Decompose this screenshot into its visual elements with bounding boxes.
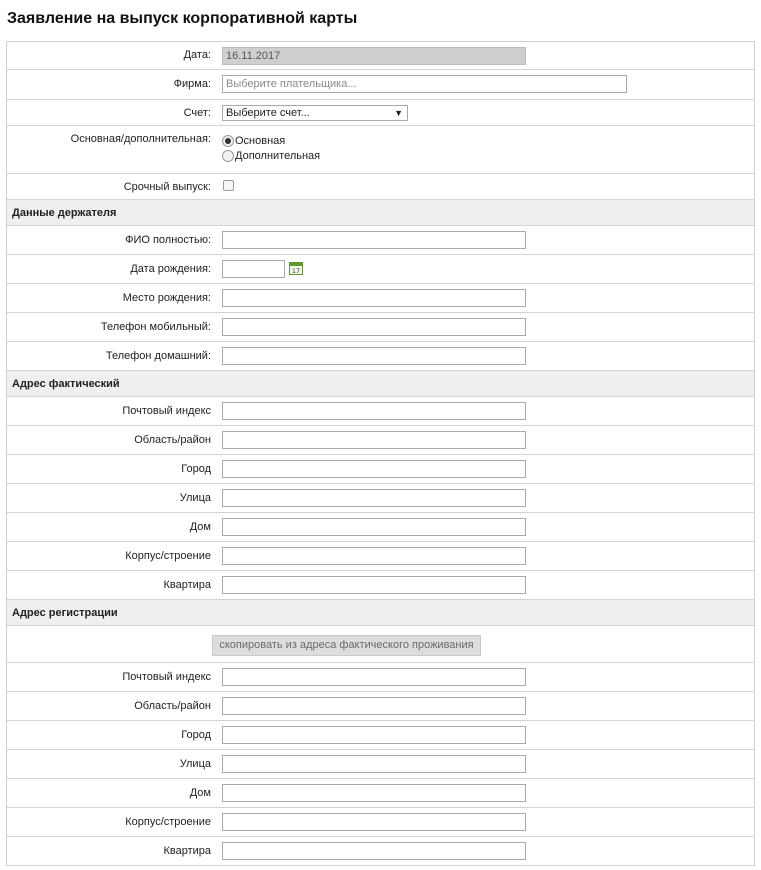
radio-option-secondary[interactable] [222,148,320,163]
firm-label: Фирма: [173,78,211,90]
birth-place-label: Место рождения: [122,292,211,304]
section-actual-address [7,371,754,397]
actual-region-input[interactable] [222,431,526,449]
date-field [222,47,526,65]
actual-apartment-input[interactable] [222,576,526,594]
row-actual-house [7,513,754,542]
birth-place-input[interactable] [222,289,526,307]
radio-primary-label: Основная [235,134,286,147]
actual-postal-label: Почтовый индекс [122,405,211,417]
birth-date-label: Дата рождения: [130,263,211,275]
row-actual-building [7,542,754,571]
reg-apartment-label: Квартира [163,845,211,857]
date-label: Дата: [183,49,211,61]
urgent-checkbox[interactable] [223,180,234,191]
reg-postal-input[interactable] [222,668,526,686]
section-actual-address-title: Адрес фактический [12,378,120,390]
section-holder-title: Данные держателя [12,207,117,219]
row-mobile [7,313,754,342]
reg-building-input[interactable] [222,813,526,831]
row-urgent [7,174,754,200]
mobile-input[interactable] [222,318,526,336]
home-phone-label: Телефон домашний: [105,350,211,362]
actual-house-label: Дом [189,521,211,533]
reg-house-label: Дом [189,787,211,799]
actual-building-input[interactable] [222,547,526,565]
reg-street-label: Улица [179,758,211,770]
actual-house-input[interactable] [222,518,526,536]
row-birth-place [7,284,754,313]
radio-secondary-label: Дополнительная [235,149,321,162]
section-registration-address-title: Адрес регистрации [12,607,118,619]
reg-house-input[interactable] [222,784,526,802]
reg-city-label: Город [181,729,211,741]
reg-building-label: Корпус/строение [125,816,211,828]
reg-region-input[interactable] [222,697,526,715]
radio-secondary[interactable] [222,150,234,162]
reg-street-input[interactable] [222,755,526,773]
mobile-label: Телефон мобильный: [100,321,211,333]
row-card-type [7,126,754,174]
reg-apartment-input[interactable] [222,842,526,860]
birth-date-input[interactable] [222,260,285,278]
row-full-name [7,226,754,255]
account-label: Счет: [183,107,211,119]
full-name-label: ФИО полностью: [125,234,211,246]
actual-city-input[interactable] [222,460,526,478]
account-select[interactable] [222,105,408,121]
home-phone-input[interactable] [222,347,526,365]
actual-postal-input[interactable] [222,402,526,420]
radio-primary[interactable] [222,135,234,147]
row-reg-region [7,692,754,721]
row-home-phone [7,342,754,371]
row-reg-building [7,808,754,837]
row-reg-house [7,779,754,808]
reg-postal-label: Почтовый индекс [122,671,211,683]
row-date [7,42,754,70]
row-reg-street [7,750,754,779]
row-reg-apartment [7,837,754,866]
row-actual-region [7,426,754,455]
reg-city-input[interactable] [222,726,526,744]
reg-region-label: Область/район [134,700,211,712]
actual-city-label: Город [181,463,211,475]
row-copy-address [7,626,754,663]
chevron-down-icon: ▼ [394,108,403,118]
row-birth-date [7,255,754,284]
copy-address-button[interactable]: скопировать из адреса фактического проживания [212,635,481,656]
calendar-icon[interactable] [289,261,303,275]
full-name-input[interactable] [222,231,526,249]
actual-street-label: Улица [179,492,211,504]
urgent-label: Срочный выпуск: [123,181,211,193]
card-type-radio-group [222,133,320,163]
row-actual-apartment [7,571,754,600]
section-registration-address [7,600,754,626]
row-actual-city [7,455,754,484]
row-reg-postal [7,663,754,692]
svg-text:17: 17 [291,267,301,275]
row-actual-street [7,484,754,513]
card-application-form [6,41,755,866]
page-title: Заявление на выпуск корпоративной карты [7,10,358,27]
row-reg-city [7,721,754,750]
radio-option-primary[interactable] [222,133,320,148]
row-account [7,100,754,126]
actual-street-input[interactable] [222,489,526,507]
section-holder [7,200,754,226]
account-select-value: Выберите счет... [226,107,310,119]
actual-region-label: Область/район [134,434,211,446]
actual-building-label: Корпус/строение [125,550,211,562]
actual-apartment-label: Квартира [163,579,211,591]
row-actual-postal [7,397,754,426]
card-type-label: Основная/дополнительная: [70,133,211,145]
firm-input[interactable] [222,75,627,93]
row-firm [7,70,754,100]
